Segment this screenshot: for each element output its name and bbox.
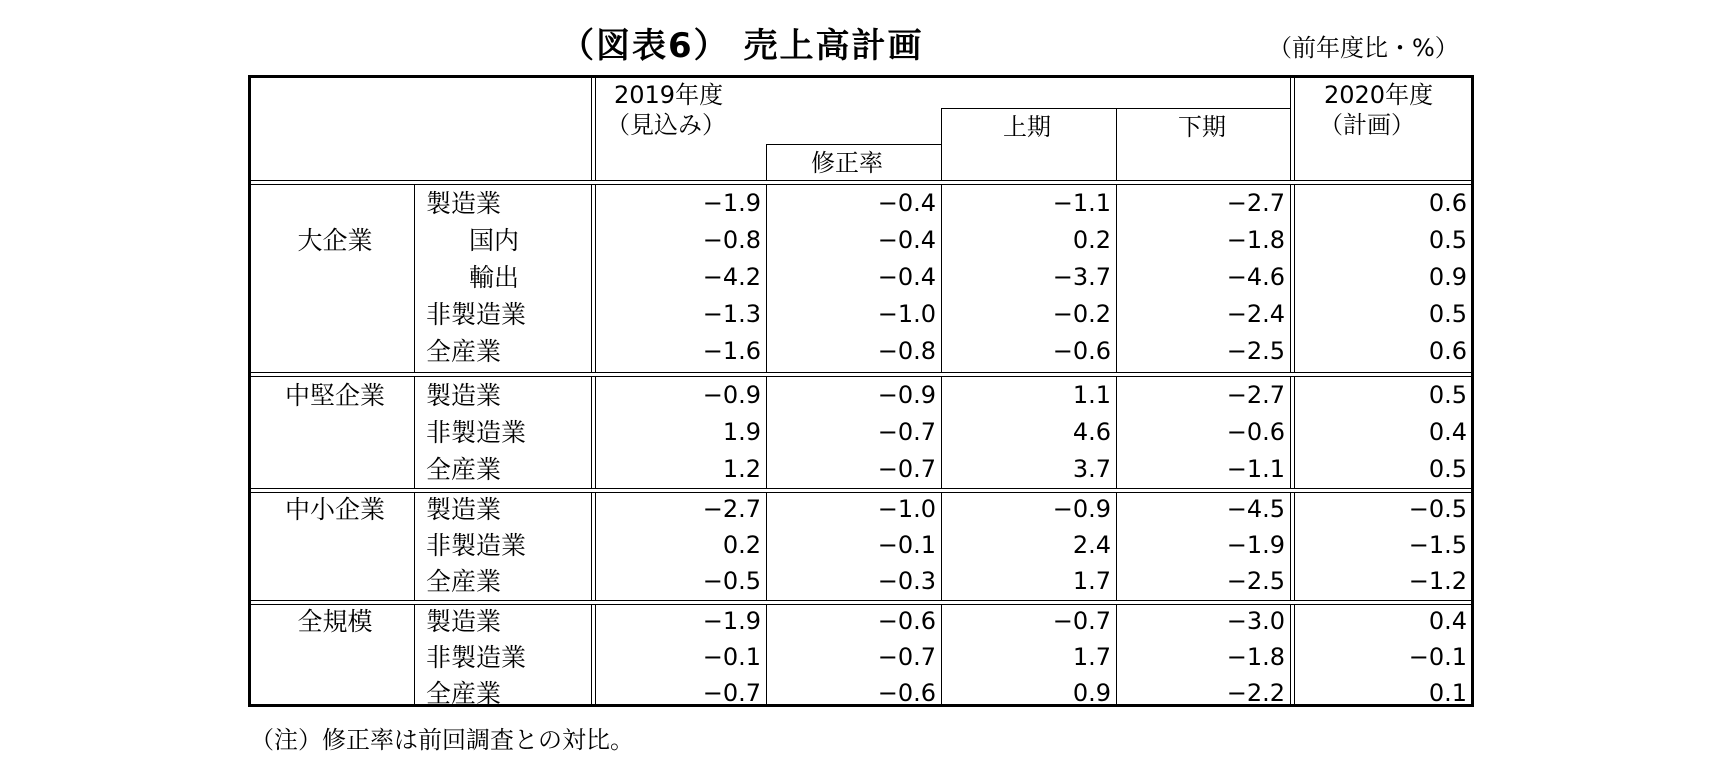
value-cell: −0.1 bbox=[702, 643, 761, 671]
value-cell: 0.2 bbox=[722, 531, 761, 559]
value-cell: −0.5 bbox=[702, 567, 761, 595]
value-cell: 0.5 bbox=[1428, 455, 1467, 483]
value-cell: −1.1 bbox=[1226, 455, 1285, 483]
value-cell: −1.0 bbox=[877, 495, 936, 523]
value-cell: 0.1 bbox=[1428, 679, 1467, 707]
value-cell: −1.1 bbox=[1052, 189, 1111, 217]
value-cell: −0.1 bbox=[1408, 643, 1467, 671]
value-cell: −1.2 bbox=[1408, 567, 1467, 595]
header-fy2019: 2019年度 bbox=[614, 81, 724, 109]
value-cell: −0.8 bbox=[702, 226, 761, 254]
value-cell: −0.9 bbox=[877, 381, 936, 409]
header-revision: 修正率 bbox=[811, 149, 883, 177]
value-cell: −0.7 bbox=[877, 418, 936, 446]
row-label: 全産業 bbox=[426, 679, 502, 708]
rule-v-double-1 bbox=[591, 78, 596, 704]
value-cell: 0.5 bbox=[1428, 381, 1467, 409]
value-cell: 0.6 bbox=[1428, 189, 1467, 217]
value-cell: −0.4 bbox=[877, 226, 936, 254]
value-cell: −0.9 bbox=[702, 381, 761, 409]
value-cell: −0.6 bbox=[1226, 418, 1285, 446]
header-h1: 上期 bbox=[1003, 113, 1051, 141]
unit-label: （前年度比・%） bbox=[1268, 34, 1459, 62]
row-label: 輸出 bbox=[469, 263, 520, 292]
value-cell: −2.7 bbox=[1226, 189, 1285, 217]
value-cell: −2.7 bbox=[702, 495, 761, 523]
group-label: 中小企業 bbox=[284, 495, 385, 524]
row-label: 国内 bbox=[469, 226, 520, 255]
row-label: 製造業 bbox=[426, 495, 502, 524]
value-cell: −0.7 bbox=[877, 455, 936, 483]
row-label: 非製造業 bbox=[426, 418, 527, 447]
value-cell: −0.7 bbox=[877, 643, 936, 671]
value-cell: −1.8 bbox=[1226, 226, 1285, 254]
value-cell: 0.4 bbox=[1428, 418, 1467, 446]
value-cell: −0.6 bbox=[877, 679, 936, 707]
value-cell: −4.2 bbox=[702, 263, 761, 291]
row-label: 全産業 bbox=[426, 337, 502, 366]
footnote: （注）修正率は前回調査との対比。 bbox=[250, 726, 634, 754]
value-cell: 2.4 bbox=[1072, 531, 1111, 559]
value-cell: −0.7 bbox=[1052, 607, 1111, 635]
header-fy2020-sub: （計画） bbox=[1319, 111, 1415, 139]
value-cell: 1.7 bbox=[1072, 567, 1111, 595]
value-cell: −4.6 bbox=[1226, 263, 1285, 291]
value-cell: −2.5 bbox=[1226, 567, 1285, 595]
group-label: 全規模 bbox=[297, 607, 373, 636]
value-cell: −0.4 bbox=[877, 189, 936, 217]
row-label: 全産業 bbox=[426, 567, 502, 596]
row-label: 製造業 bbox=[426, 607, 502, 636]
rule-h-revision bbox=[766, 144, 941, 145]
value-cell: −0.8 bbox=[877, 337, 936, 365]
value-cell: −1.3 bbox=[702, 300, 761, 328]
row-label: 非製造業 bbox=[426, 531, 527, 560]
value-cell: −0.3 bbox=[877, 567, 936, 595]
rule-h-half bbox=[941, 108, 1290, 109]
value-cell: −2.2 bbox=[1226, 679, 1285, 707]
value-cell: −1.5 bbox=[1408, 531, 1467, 559]
row-label: 全産業 bbox=[426, 455, 502, 484]
value-cell: 0.5 bbox=[1428, 300, 1467, 328]
value-cell: −3.7 bbox=[1052, 263, 1111, 291]
value-cell: −4.5 bbox=[1226, 495, 1285, 523]
value-cell: 0.2 bbox=[1072, 226, 1111, 254]
value-cell: 1.1 bbox=[1072, 381, 1111, 409]
value-cell: −0.5 bbox=[1408, 495, 1467, 523]
value-cell: 4.6 bbox=[1072, 418, 1111, 446]
row-label: 非製造業 bbox=[426, 300, 527, 329]
rule-v-h1 bbox=[941, 108, 942, 704]
value-cell: 0.6 bbox=[1428, 337, 1467, 365]
value-cell: −1.9 bbox=[702, 607, 761, 635]
header-h2: 下期 bbox=[1178, 113, 1226, 141]
sales-plan-table bbox=[248, 75, 1474, 707]
value-cell: −1.6 bbox=[702, 337, 761, 365]
value-cell: −0.1 bbox=[877, 531, 936, 559]
page-title: （図表6） 売上高計画 bbox=[560, 26, 924, 66]
value-cell: −1.9 bbox=[702, 189, 761, 217]
value-cell: −2.5 bbox=[1226, 337, 1285, 365]
value-cell: −2.4 bbox=[1226, 300, 1285, 328]
rule-v-double-2 bbox=[1290, 78, 1295, 704]
value-cell: −0.7 bbox=[702, 679, 761, 707]
row-label: 非製造業 bbox=[426, 643, 527, 672]
value-cell: −2.7 bbox=[1226, 381, 1285, 409]
value-cell: 3.7 bbox=[1072, 455, 1111, 483]
value-cell: −0.6 bbox=[877, 607, 936, 635]
value-cell: −3.0 bbox=[1226, 607, 1285, 635]
value-cell: 1.2 bbox=[722, 455, 761, 483]
value-cell: −0.9 bbox=[1052, 495, 1111, 523]
value-cell: −1.0 bbox=[877, 300, 936, 328]
value-cell: 1.7 bbox=[1072, 643, 1111, 671]
row-label: 製造業 bbox=[426, 189, 502, 218]
value-cell: −0.2 bbox=[1052, 300, 1111, 328]
rule-v-revision bbox=[766, 144, 767, 704]
group-label: 中堅企業 bbox=[284, 381, 385, 410]
header-fy2019-sub: （見込み） bbox=[606, 111, 726, 139]
group-label: 大企業 bbox=[297, 226, 373, 255]
value-cell: −0.4 bbox=[877, 263, 936, 291]
header-fy2020: 2020年度 bbox=[1324, 81, 1434, 109]
row-label: 製造業 bbox=[426, 381, 502, 410]
rule-v-h2 bbox=[1116, 108, 1117, 704]
value-cell: 0.9 bbox=[1428, 263, 1467, 291]
value-cell: 1.9 bbox=[722, 418, 761, 446]
value-cell: 0.4 bbox=[1428, 607, 1467, 635]
value-cell: −1.8 bbox=[1226, 643, 1285, 671]
value-cell: 0.9 bbox=[1072, 679, 1111, 707]
value-cell: 0.5 bbox=[1428, 226, 1467, 254]
value-cell: −1.9 bbox=[1226, 531, 1285, 559]
value-cell: −0.6 bbox=[1052, 337, 1111, 365]
